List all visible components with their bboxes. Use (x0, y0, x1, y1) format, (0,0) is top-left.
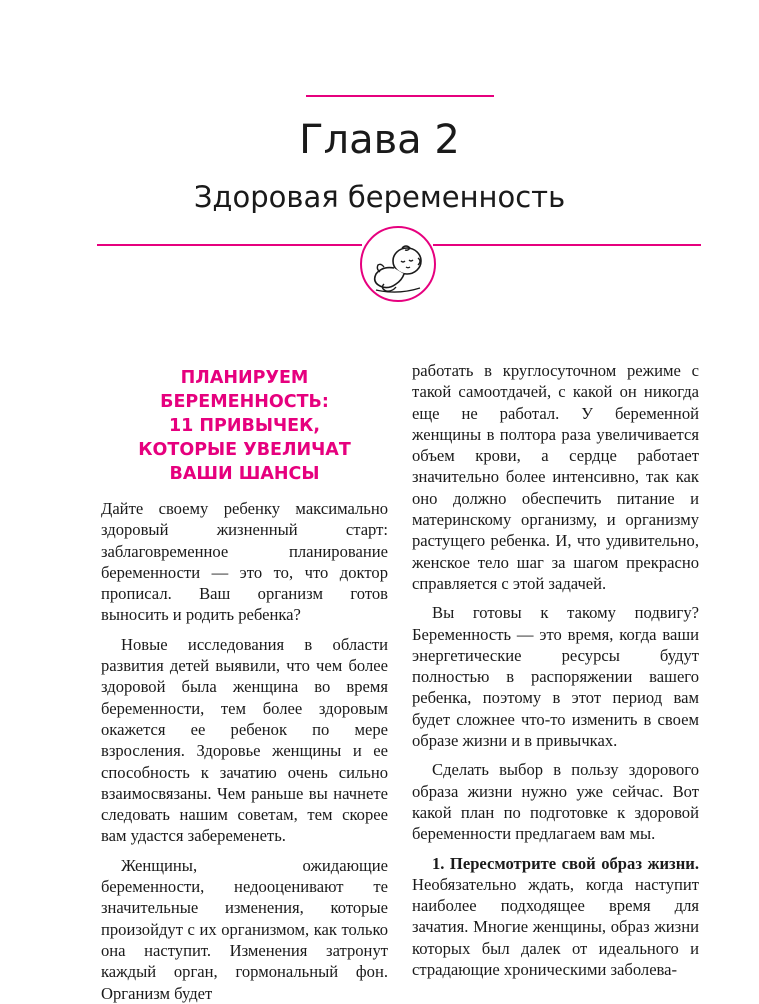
baby-icon (358, 224, 438, 304)
divider-right (433, 244, 701, 246)
list-item-text: Необязательно ждать, когда наступит наиболее подходящее время для зачатия. Многие женщины, образ жизни которых был далек от идеального и страдающие хроническими заболева- (412, 874, 699, 980)
section-heading-line: ПЛАНИРУЕМ (180, 368, 309, 388)
section-heading-line: 11 ПРИВЫЧЕК, (168, 416, 321, 436)
section-heading-line: ВАШИ ШАНСЫ (169, 464, 320, 484)
section-heading (101, 366, 388, 486)
chapter-number: Глава 2 (299, 117, 460, 163)
body-paragraph: Женщины, ожидающие беременности, недооценивают те значительные изменения, которые произойдут с их организмом, как только она наступит. Изменения затронут каждый орган, гормональный фон. Организм будет (101, 855, 388, 1003)
divider-left (97, 244, 362, 246)
list-item-lead: 1. Пересмотрите свой образ жизни. (432, 853, 699, 873)
list-item-1 (412, 853, 699, 981)
section-heading-line: БЕРЕМЕННОСТЬ: (160, 392, 329, 412)
top-decorative-rule (306, 95, 494, 97)
body-paragraph: Сделать выбор в пользу здорового образа жизни нужно уже сейчас. Вот какой план по подготовке к здоровой беременности предлагаем вам мы. (412, 760, 699, 844)
section-heading-line: КОТОРЫЕ УВЕЛИЧАТ (138, 440, 351, 460)
body-paragraph-continuation: работать в круглосуточном режиме с такой самоотдачей, с какой он никогда еще не работал. У беременной женщины в полтора раза увеличивается объем крови, а сердце работает значительно более интенсивно, так как оно должно обеспечить питание и материнскому организму, и организму растущего ребенка. И, что удивительно, женское тело шаг за шагом прекрасно справляется с этой задачей. (412, 361, 699, 593)
chapter-title: Здоровая беременность (193, 180, 566, 214)
body-paragraph: Новые исследования в области развития детей выявили, что чем более здоровой была женщина во время беременности, тем более здоровым окажется ее ребенок по мере взросления. Здоровье женщины и ее способность к зачатию очень сильно взаимосвязаны. Чем раньше вы начнете следовать нашим советам, тем скорее вам удастся забеременеть. (101, 634, 388, 846)
left-column (101, 360, 388, 1004)
body-paragraph: Вы готовы к такому подвигу? Беременность — это время, когда ваши энергетические ресурсы будут полностью в распоряжении вашего ребенка, поэтому в этот период вам будет сложнее что-то изменить в своем образе жизни и в привычках. (412, 603, 699, 751)
body-paragraph: Дайте своему ребенку максимально здоровый жизненный старт: заблаговременное планирование беременности — это то, что доктор прописал. Ваш организм готов выносить и родить ребенка? (101, 499, 388, 625)
right-column (412, 360, 699, 980)
